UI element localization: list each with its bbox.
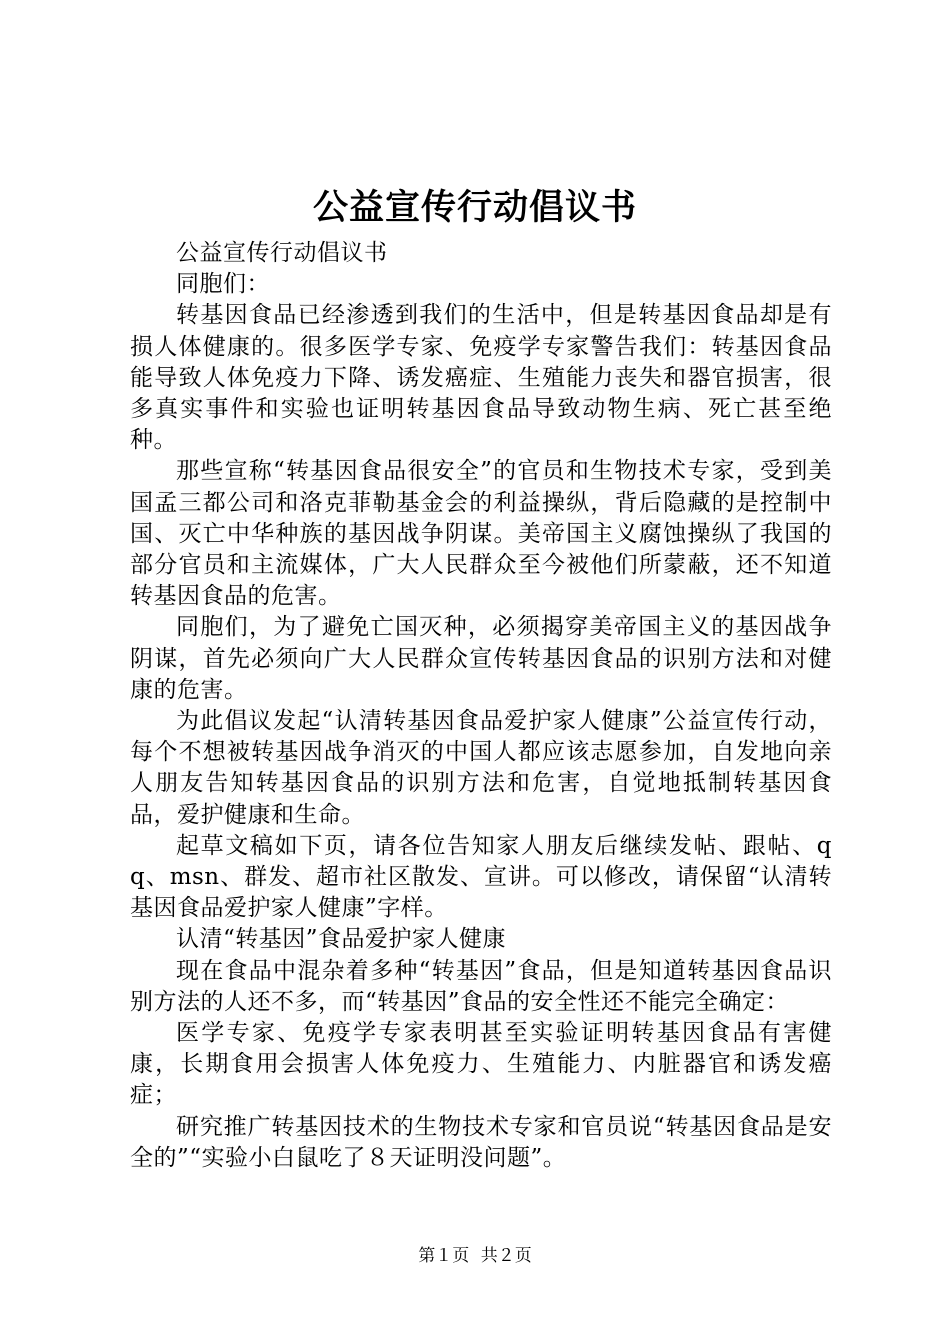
page-number: 第１页 bbox=[418, 1246, 470, 1266]
paragraph: 同胞们，为了避免亡国灭种，必须揭穿美帝国主义的基因战争阴谋，首先必须向广大人民群众宣传转基因食品的识别方法和对健康的危害。 bbox=[130, 614, 832, 703]
paragraph: 那些宣称“转基因食品很安全”的官员和生物技术专家，受到美国孟三都公司和洛克菲勒基金会的利益操纵，背后隐藏的是控制中国、灭亡中华种族的基因战争阴谋。美帝国主义腐蚀操纵了我国的部分官员和主流媒体，广大人民群众至今被他们所蒙蔽，还不知道转基因食品的危害。 bbox=[130, 458, 832, 610]
document-title: 公益宣传行动倡议书 bbox=[312, 188, 637, 228]
paragraph-subtitle: 公益宣传行动倡议书 bbox=[176, 240, 388, 266]
paragraph: 为此倡议发起“认清转基因食品爱护家人健康”公益宣传行动，每个不想被转基因战争消灭的中国人都应该志愿参加，自发地向亲人朋友告知转基因食品的识别方法和危害，自觉地抵制转基因食品，爱护健康和生命。 bbox=[130, 708, 832, 828]
page-footer bbox=[0, 1244, 950, 1268]
paragraph-salutation: 同胞们： bbox=[176, 271, 270, 298]
paragraph: 转基因食品已经渗透到我们的生活中，但是转基因食品却是有损人体健康的。很多医学专家、免疫学专家警告我们：转基因食品能导致人体免疫力下降、诱发癌症、生殖能力丧失和器官损害，很多真实事件和实验也证明转基因食品导致动物生病、死亡甚至绝种。 bbox=[130, 302, 832, 454]
paragraph: 研究推广转基因技术的生物技术专家和官员说“转基因食品是安全的”“实验小白鼠吃了８天证明没问题”。 bbox=[130, 1113, 832, 1171]
page-total: 共２页 bbox=[480, 1246, 532, 1266]
document-body bbox=[130, 238, 832, 1174]
paragraph-heading: 认清“转基因”食品爱护家人健康 bbox=[176, 926, 507, 953]
paragraph: 现在食品中混杂着多种“转基因”食品，但是知道转基因食品识别方法的人还不多，而“转基因”食品的安全性还不能完全确定： bbox=[130, 957, 832, 1015]
paragraph: 医学专家、免疫学专家表明甚至实验证明转基因食品有害健康，长期食用会损害人体免疫力、生殖能力、内脏器官和诱发癌症； bbox=[130, 1020, 832, 1109]
paragraph: 起草文稿如下页，请各位告知家人朋友后继续发帖、跟帖、qq、msn、群发、超市社区散发、宣讲。可以修改，请保留“认清转基因食品爱护家人健康”字样。 bbox=[130, 832, 832, 922]
